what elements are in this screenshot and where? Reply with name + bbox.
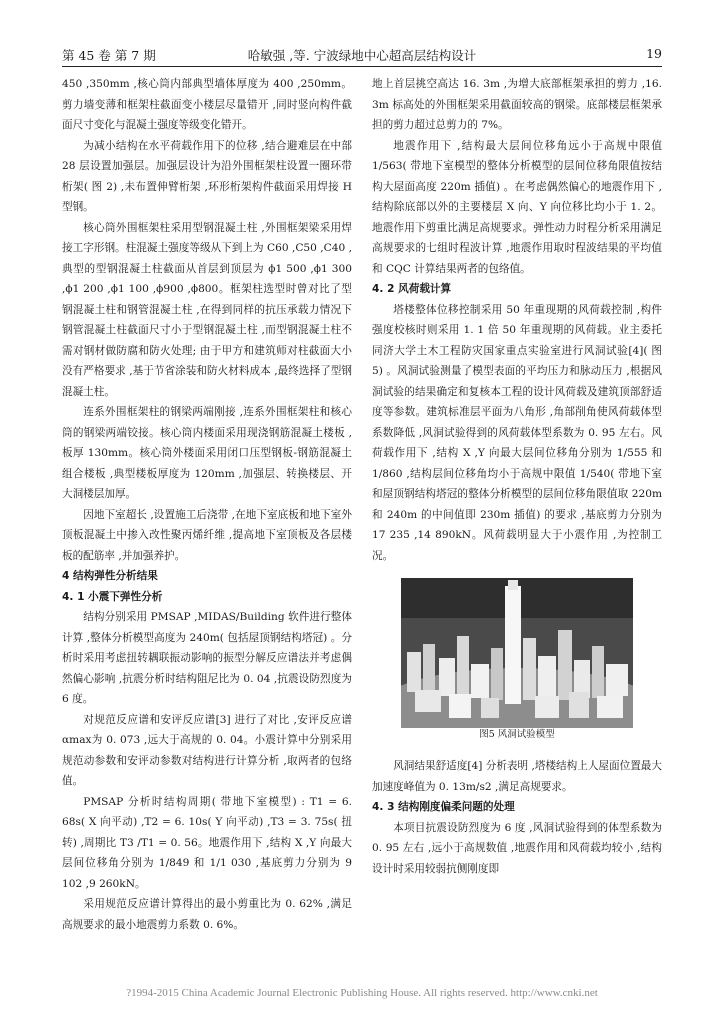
figure-5 bbox=[372, 578, 662, 742]
paragraph: 450 ,350mm ,核心筒内部典型墙体厚度为 400 ,250mm。剪力墙变薄和框架柱截面变小楼层尽量错开 ,同时竖向构件截面尺寸变化与混凝土强度等级变化错开。 bbox=[62, 78, 352, 131]
paragraph: 采用规范反应谱计算得出的最小剪重比为 0. 62% ,满足高规要求的最小地震剪力系数 0. 6%。 bbox=[62, 898, 352, 931]
paragraph: 为减小结构在水平荷载作用下的位移 ,结合避难层在中部 28 层设置加强层。加强层设计为沿外围框架柱设置一圈环带桁架( 图 2) ,未布置伸臂桁架 ,环形桁架构件截面采用焊接 H 型钢。 bbox=[62, 139, 352, 213]
header-rule bbox=[62, 66, 662, 67]
left-column bbox=[62, 74, 352, 954]
figure-caption: 图5 风洞试验模型 bbox=[479, 729, 555, 740]
paragraph: 塔楼整体位移控制采用 50 年重现期的风荷载控制 ,构件强度校核时则采用 1. 1 倍 50 年重现期的风荷载。业主委托同济大学土木工程防灾国家重点实验室进行风洞试验[4]( 图 5) 。风洞试验测量了模型表面的平均压力和脉动压力 ,根据风洞试验的结果确定和复核本工程的设计风荷载及建筑顶部舒适度等参数。建筑标准层平面为八角形 ,角部削角使风荷载体型系数降低 ,风洞试验得到的风荷载体型系数为 0. 95 左右。风荷载作用下 ,结构 X ,Y 向最大层间位移角分别为 1/555 和 1/860 ,结构层间位移角均小于高规中限值 1/540( 带地下室和屋顶钢结构塔冠的整体分析模型的层间位移角限值取 220m 和 240m 的中间值即 230m 插值) 的要求 ,基底剪力分别为 17 235 ,14 890kN。风荷载明显大于小震作用 ,为控制工况。 bbox=[372, 303, 662, 562]
subsection-heading: 4. 1 小震下弹性分析 bbox=[62, 590, 163, 603]
wind-tunnel-model-photo bbox=[401, 578, 633, 728]
running-header bbox=[62, 46, 662, 64]
issue-label: 第 45 卷 第 7 期 bbox=[62, 48, 156, 63]
subsection-heading: 4. 2 风荷载计算 bbox=[372, 283, 452, 295]
paragraph: 结构分别采用 PMSAP ,MIDAS/Building 软件进行整体计算 ,整体分析模型高度为 240m( 包括屋顶钢结构塔冠) 。分析时采用考虑扭转耦联振动影响的振型分解反应谱法并考虑偶然偏心影响 ,抗震分析时结构阻尼比为 0. 04 ,抗震设防烈度为 6 度。 bbox=[62, 611, 352, 705]
paragraph: 对规范反应谱和安评反应谱[3] 进行了对比 ,安评反应谱 αmax为 0. 073 ,远大于高规的 0. 04。小震计算中分别采用规范动参数和安评动参数对结构进行计算分析 ,取两者的包络值。 bbox=[62, 713, 352, 787]
page-number: 19 bbox=[646, 46, 662, 61]
paragraph: PMSAP 分析时结构周期( 带地下室模型) : T1 = 6. 68s( X 向平动) ,T2 = 6. 10s( Y 向平动) ,T3 = 3. 75s( 扭转) ,周期比 T3 /T1 = 0. 56。地震作用下 ,结构 X ,Y 向最大层间位移角分别为 1/849 和 1/1 030 ,基底剪力分别为 9 102 ,9 260kN。 bbox=[62, 795, 352, 890]
paragraph: 风洞结果舒适度[4] 分析表明 ,塔楼结构上人屋面位置最大加速度峰值为 0. 13m/s2 ,满足高规要求。 bbox=[372, 760, 662, 793]
paragraph: 本项目抗震设防烈度为 6 度 ,风洞试验得到的体型系数为 0. 95 左右 ,远小于高规数值 ,地震作用和风荷载均较小 ,结构设计时采用较弱抗侧刚度即 bbox=[372, 821, 662, 875]
subsection-heading: 4. 3 结构刚度偏柔问题的处理 bbox=[372, 801, 515, 813]
section-heading: 4 结构弹性分析结果 bbox=[62, 570, 158, 582]
running-title: 哈敏强 ,等. 宁波绿地中心超高层结构设计 bbox=[247, 48, 477, 63]
copyright-footer: ?1994-2015 China Academic Journal Electronic Publishing House. All rights reserved. http://www.cnki.net bbox=[126, 987, 598, 999]
paragraph: 地震作用下 ,结构最大层间位移角远小于高规中限值 1/563( 带地下室模型的整体分析模型的层间位移角限值按结构大屋面高度 220m 插值) 。在考虑偶然偏心的地震作用下 ,结构除底部以外的主要楼层 X 向、Y 向位移比均小于 1. 2。地震作用下剪重比满足高规要求。弹性动力时程分析采用满足高规要求的七组时程波计算 ,地震作用取时程波结果的平均值和 CQC 计算结果两者的包络值。 bbox=[372, 139, 662, 275]
paragraph: 连系外围框架柱的钢梁两端刚接 ,连系外围框架柱和核心筒的钢梁两端铰接。核心筒内楼面采用现浇钢筋混凝土楼板 ,板厚 130mm。核心筒外楼面采用闭口压型钢板-钢筋混凝土组合楼板 ,典型楼板厚度为 120mm ,加强层、转换楼层、开大洞楼层加厚。 bbox=[62, 406, 352, 500]
paragraph: 地上首层挑空高达 16. 3m ,为增大底部框架承担的剪力 ,16. 3m 标高处的外围框架采用截面较高的钢梁。底部楼层框架承担的剪力超过总剪力的 7%。 bbox=[372, 78, 662, 131]
paragraph: 核心筒外围框架柱采用型钢混凝土柱 ,外围框架梁采用焊接工字形钢。柱混凝土强度等级从下到上为 C60 ,C50 ,C40 ,典型的型钢混凝土柱截面从首层到顶层为 ϕ1 500 ,ϕ1 300 ,ϕ1 200 ,ϕ1 100 ,ϕ900 ,ϕ800。框架柱选型时曾对比了型钢混凝土柱和钢管混凝土柱 ,在得到同样的抗压承载力情况下钢管混凝土柱截面尺寸小于型钢混凝土柱 ,而型钢混凝土柱不需对钢材做防腐和防火处理; 由于甲方和建筑师对柱截面大小没有严格要求 ,基于节省涂装和防火材料成本 ,最终选择了型钢混凝土柱。 bbox=[62, 221, 352, 398]
paragraph: 因地下室超长 ,设置施工后浇带 ,在地下室底板和地下室外顶板混凝土中掺入改性聚丙烯纤维 ,提高地下室顶板及各层楼板的配筋率 ,并加强养护。 bbox=[62, 508, 352, 562]
right-column bbox=[372, 74, 662, 954]
